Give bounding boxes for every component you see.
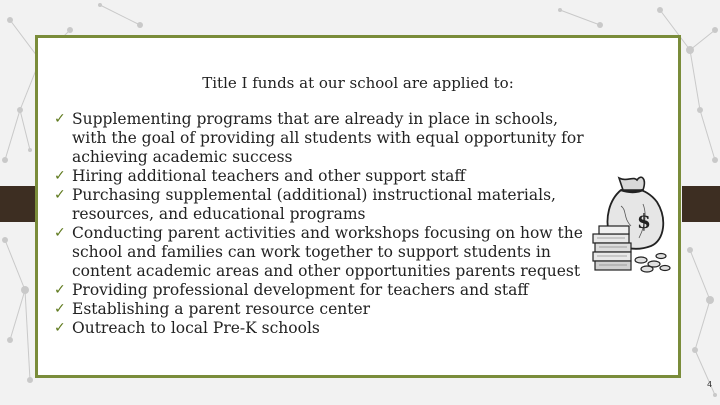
bullet-list bbox=[54, 110, 584, 338]
bullet-item bbox=[54, 300, 584, 319]
checkmark-icon: ✓ bbox=[54, 225, 66, 241]
bullet-item bbox=[54, 281, 584, 300]
bullet-item bbox=[54, 319, 584, 338]
left-side-tab bbox=[0, 186, 38, 222]
bullet-text: Establishing a parent resource center bbox=[72, 300, 371, 318]
page-number: 4 bbox=[707, 380, 713, 389]
bullet-text: Outreach to local Pre-K schools bbox=[72, 319, 320, 337]
bullet-item bbox=[54, 186, 584, 224]
checkmark-icon: ✓ bbox=[54, 168, 66, 184]
money-bag-icon bbox=[591, 156, 673, 276]
bullet-text: Supplementing programs that are already in place in schools, with the goal of providing all students with equal opportunity for achieving academic success bbox=[72, 110, 584, 166]
bullet-text: Providing professional development for teachers and staff bbox=[72, 281, 529, 299]
bullet-text: Hiring additional teachers and other support staff bbox=[72, 167, 466, 185]
dollar-sign: $ bbox=[637, 209, 651, 233]
checkmark-icon: ✓ bbox=[54, 111, 66, 127]
checkmark-icon: ✓ bbox=[54, 301, 66, 317]
checkmark-icon: ✓ bbox=[54, 282, 66, 298]
checkmark-icon: ✓ bbox=[54, 187, 66, 203]
bullet-item bbox=[54, 110, 584, 167]
bullet-text: Conducting parent activities and workshops focusing on how the school and families can work together to support students in content academic areas and other opportunities parents request bbox=[72, 224, 583, 280]
checkmark-icon: ✓ bbox=[54, 320, 66, 336]
bullet-item bbox=[54, 224, 584, 281]
bullet-text: Purchasing supplemental (additional) instructional materials, resources, and educational programs bbox=[72, 186, 556, 223]
right-side-tab bbox=[682, 186, 720, 222]
bullet-item bbox=[54, 167, 584, 186]
slide-title: Title I funds at our school are applied to: bbox=[202, 74, 514, 92]
content-card bbox=[35, 35, 681, 378]
